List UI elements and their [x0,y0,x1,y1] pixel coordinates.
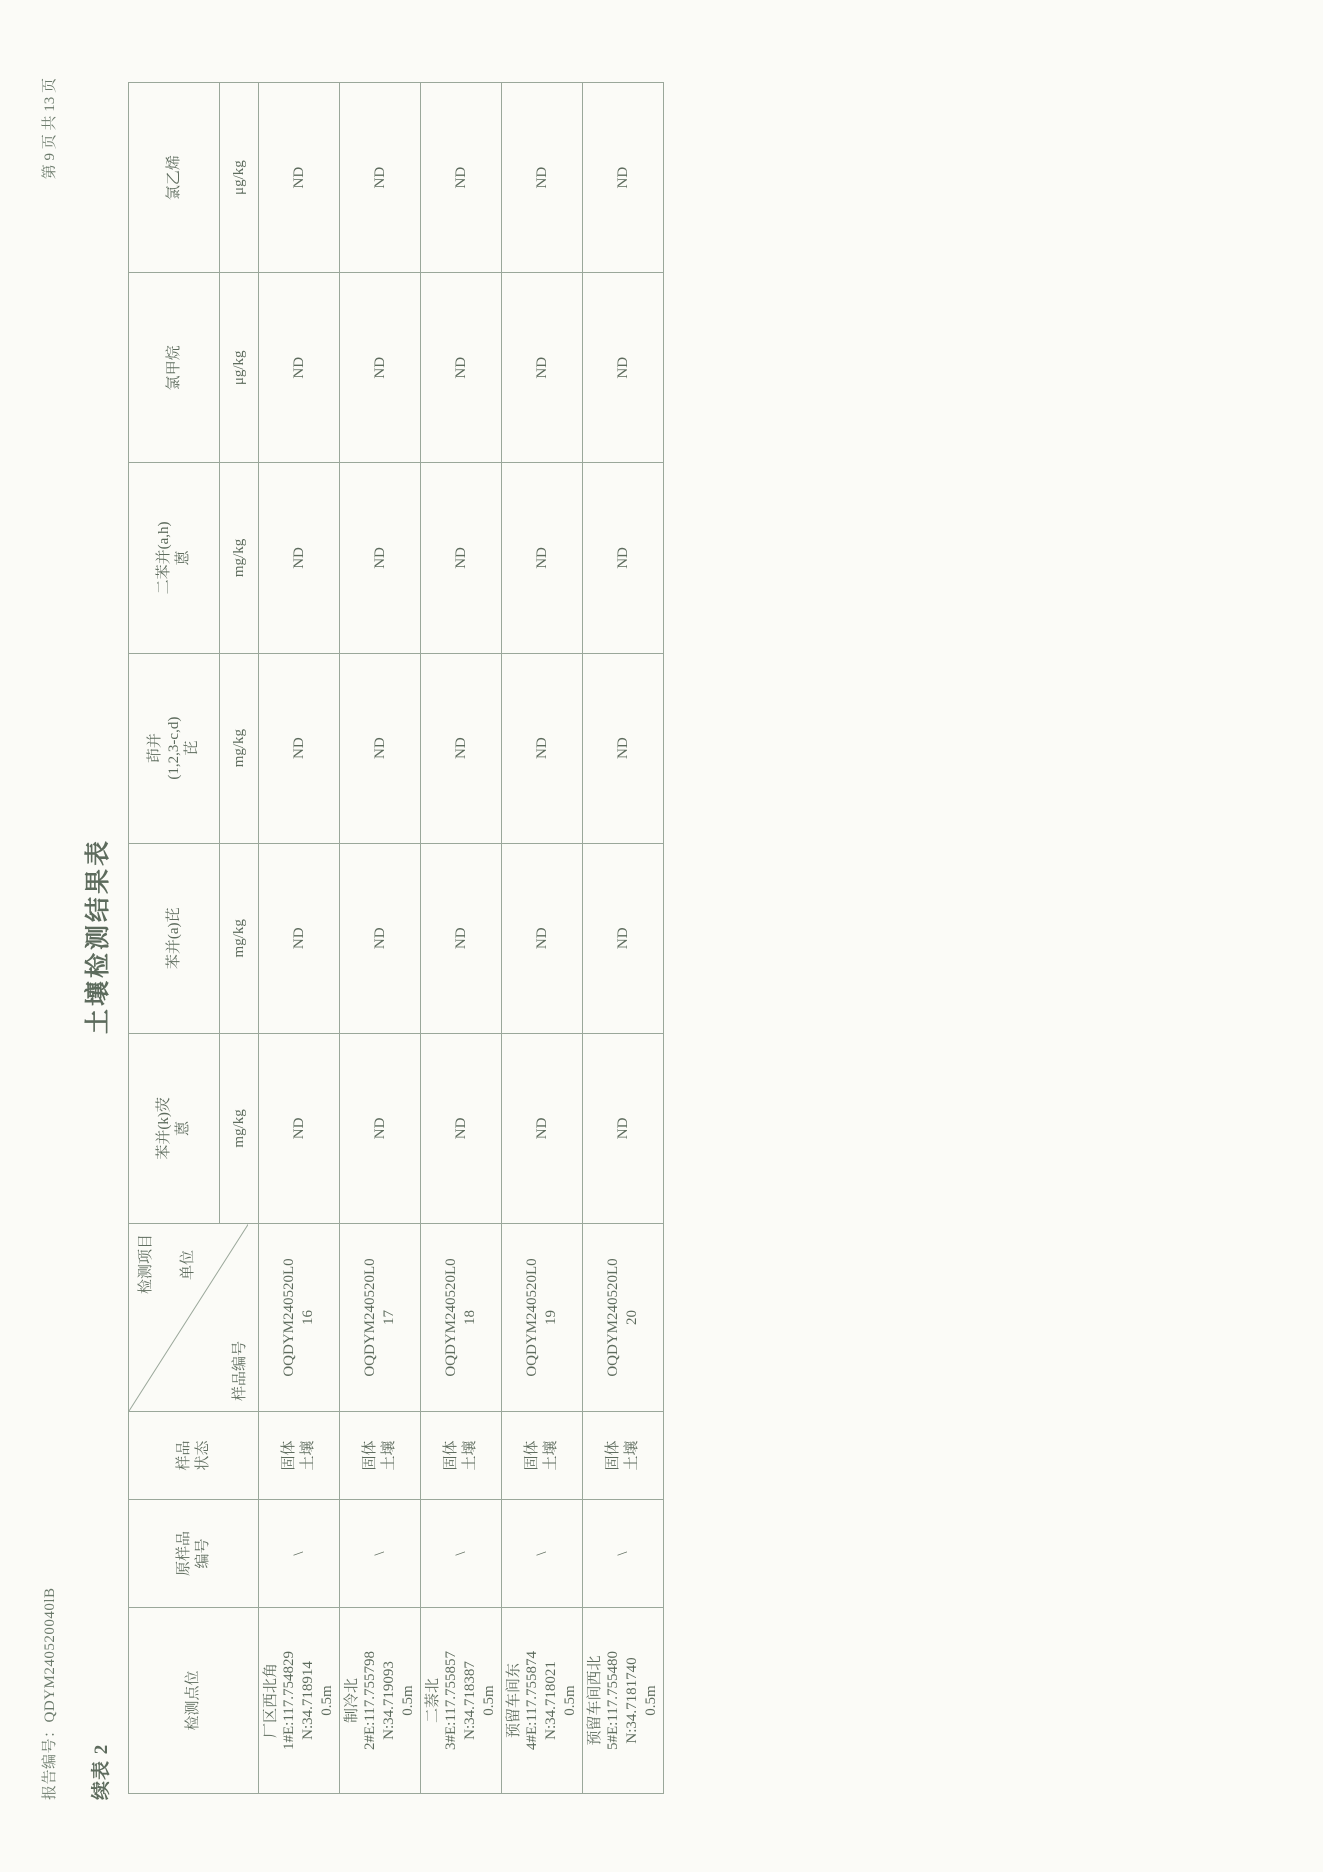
cell-value: ND [502,653,583,843]
state-line-2: 土壤 [624,1440,640,1471]
soil-test-results-table [128,82,664,1794]
state-line-1: 固体 [362,1440,379,1471]
header-state-line1: 样品 [175,1440,192,1471]
sample-line-1: OQDYM240520L0 [362,1258,379,1377]
point-line-1: 预留车间东 [505,1663,522,1739]
cell-value: ND [421,843,502,1033]
cell-value: ND [502,273,583,463]
cell-value: ND [421,83,502,273]
cell-point [502,1608,583,1794]
sample-line-2: 17 [381,1310,397,1325]
point-line-4: 0.5m [561,1685,578,1716]
cell-value: ND [340,843,421,1033]
state-line-1: 固体 [605,1440,622,1471]
unit-analyte-3: mg/kg [220,463,259,653]
analyte-2-line3: 芘 [184,740,201,756]
header-analyte-4 [129,273,220,463]
point-line-4: 0.5m [318,1685,335,1716]
cell-state [421,1412,502,1500]
unit-analyte-1: mg/kg [220,843,259,1033]
point-line-3: N:34.7181740 [624,1657,640,1744]
cell-state [502,1412,583,1500]
table-row [421,83,502,1794]
analyte-0-line2: 蒽 [175,1120,191,1136]
cell-original-no: \ [340,1500,421,1608]
point-line-4: 0.5m [399,1685,416,1716]
unit-analyte-4: μg/kg [220,273,259,463]
point-line-3: N:34.718387 [462,1661,478,1740]
cell-point [340,1608,421,1794]
sample-line-1: OQDYM240520L0 [524,1258,541,1377]
header-analyte-3 [129,463,220,653]
point-line-3: N:34.718914 [300,1661,316,1740]
unit-analyte-5: μg/kg [220,83,259,273]
analyte-3-line2: 蒽 [175,550,191,566]
page-title: 土壤检测结果表 [85,838,112,1035]
table-row [259,83,340,1794]
cell-original-no: \ [421,1500,502,1608]
cell-value: ND [340,653,421,843]
cell-value: ND [583,1033,664,1223]
cell-sample-no [340,1224,421,1412]
state-line-2: 土壤 [543,1440,559,1471]
point-line-2: 1#E:117.754829 [281,1650,298,1751]
cell-sample-no [421,1224,502,1412]
table-header-row [129,83,220,1794]
header-analyte-0 [129,1033,220,1223]
analyte-3-line1: 二苯并(a,h) [156,521,173,595]
cell-value: ND [583,843,664,1033]
cell-value: ND [583,273,664,463]
point-line-2: 4#E:117.755874 [524,1650,541,1751]
cell-value: ND [502,463,583,653]
cell-value: ND [583,653,664,843]
point-line-2: 3#E:117.755857 [443,1650,460,1751]
table-row [340,83,421,1794]
cell-value: ND [583,463,664,653]
state-line-1: 固体 [443,1440,460,1471]
point-line-4: 0.5m [480,1685,497,1716]
sample-line-1: OQDYM240520L0 [443,1258,460,1377]
unit-analyte-2: mg/kg [220,653,259,843]
sample-line-2: 18 [462,1310,478,1325]
sample-line-2: 16 [300,1310,316,1325]
cell-value: ND [502,843,583,1033]
cell-state [340,1412,421,1500]
analyte-4-line1: 氯甲烷 [165,345,182,391]
state-line-2: 土壤 [300,1440,316,1471]
cell-value: ND [259,463,340,653]
point-line-1: 二萘北 [424,1678,441,1724]
state-line-2: 土壤 [381,1440,397,1471]
cell-value: ND [259,1033,340,1223]
point-line-1: 厂区西北角 [262,1663,279,1739]
cell-state [259,1412,340,1500]
state-line-2: 土壤 [462,1440,478,1471]
corner-sample-label: 样品编号 [232,1340,249,1401]
cell-value: ND [583,83,664,273]
cell-value: ND [340,83,421,273]
cell-value: ND [502,83,583,273]
cell-state [583,1412,664,1500]
sample-line-2: 20 [624,1310,640,1325]
analyte-5-line1: 氯乙烯 [165,155,182,201]
cell-sample-no [259,1224,340,1412]
header-analyte-2 [129,653,220,843]
point-line-2: 5#E:117.755480 [605,1650,622,1751]
table-row [502,83,583,1794]
point-line-3: N:34.719093 [381,1661,397,1740]
unit-analyte-0: mg/kg [220,1033,259,1223]
cell-value: ND [340,1033,421,1223]
analyte-2-line2: (1,2,3-c,d) [165,716,182,780]
sample-line-1: OQDYM240520L0 [281,1258,298,1377]
cell-sample-no [583,1224,664,1412]
header-original-no [129,1500,259,1608]
header-point: 检测点位 [129,1608,259,1794]
analyte-1-line1: 苯并(a)芘 [165,907,182,970]
point-line-3: N:34.718021 [543,1661,559,1740]
cell-value: ND [259,653,340,843]
cell-value: ND [502,1033,583,1223]
analyte-0-line1: 苯并(k)荧 [156,1097,173,1160]
cell-value: ND [259,83,340,273]
cell-value: ND [340,463,421,653]
cell-value: ND [421,653,502,843]
corner-item-label: 检测项目 [138,1234,154,1295]
point-line-4: 0.5m [642,1685,659,1716]
state-line-1: 固体 [524,1440,541,1471]
cell-sample-no [502,1224,583,1412]
state-line-1: 固体 [281,1440,298,1471]
table-row [583,83,664,1794]
continued-table-label: 续表 2 [91,1743,112,1800]
point-line-1: 预留车间西北 [586,1655,603,1746]
cell-value: ND [340,273,421,463]
header-original-no-line1: 原样品 [175,1531,192,1577]
cell-value: ND [259,843,340,1033]
corner-unit-label: 单位 [180,1250,196,1281]
header-sample-state [129,1412,259,1500]
cell-point [421,1608,502,1794]
cell-original-no: \ [502,1500,583,1608]
header-analyte-1 [129,843,220,1033]
cell-point [259,1608,340,1794]
report-number: 报告编号：QDYM240520040lB [42,1587,58,1800]
cell-original-no: \ [259,1500,340,1608]
header-state-line2: 状态 [194,1440,211,1471]
point-line-1: 制冷北 [343,1678,360,1724]
cell-point [583,1608,664,1794]
sample-line-1: OQDYM240520L0 [605,1258,622,1377]
cell-value: ND [421,1033,502,1223]
point-line-2: 2#E:117.755798 [362,1650,379,1751]
header-corner-cell [129,1224,259,1412]
cell-value: ND [421,273,502,463]
sample-line-2: 19 [543,1310,559,1325]
analyte-2-line1: 茚并 [146,733,163,764]
cell-value: ND [259,273,340,463]
header-original-no-line2: 编号 [194,1538,211,1569]
cell-value: ND [421,463,502,653]
header-analyte-5 [129,83,220,273]
cell-original-no: \ [583,1500,664,1608]
page-number: 第 9 页 共 13 页 [42,78,58,180]
